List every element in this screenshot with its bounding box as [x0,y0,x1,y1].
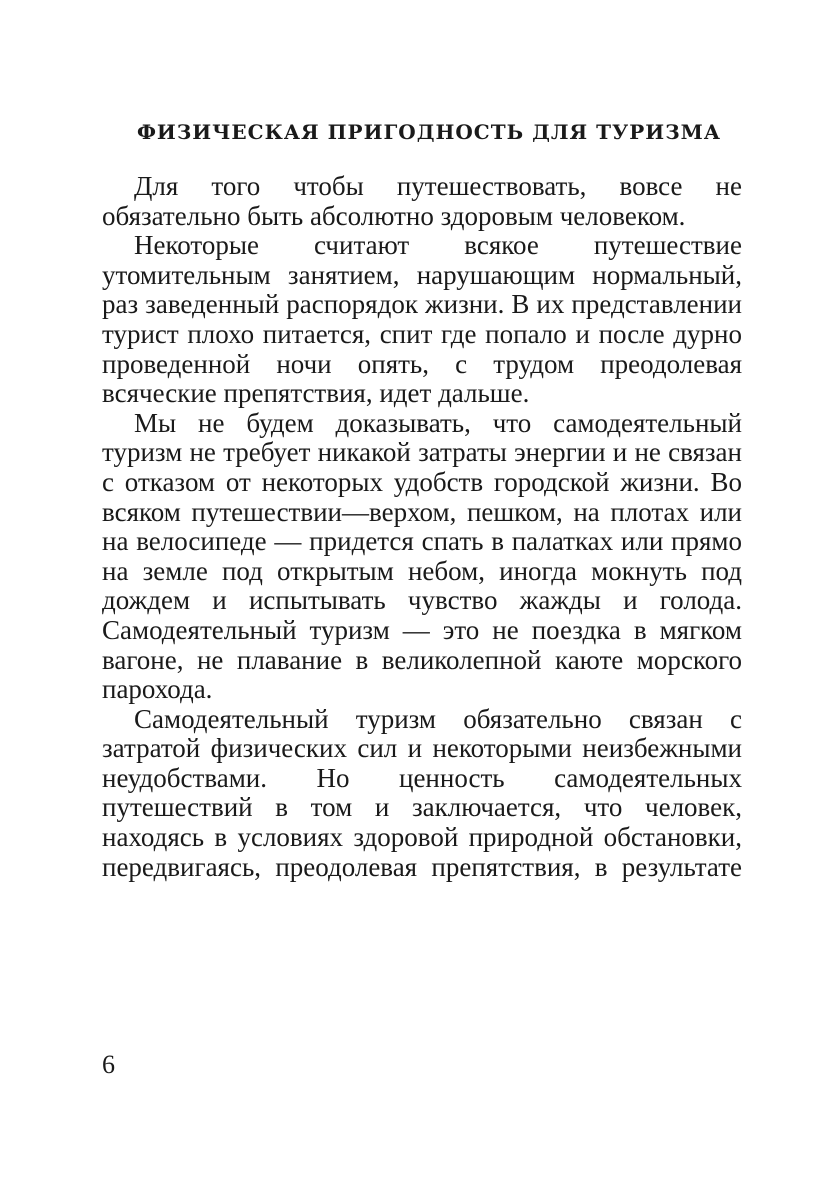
chapter-heading: ФИЗИЧЕСКАЯ ПРИГОДНОСТЬ ДЛЯ ТУРИЗМА [136,120,722,144]
paragraph-4: Самодеятельный туризм обязательно связан с затратой физических сил и некоторыми неизбежными неудобствами. Но ценность самодеятельных путешествий в том и заключается, что человек, находясь в условиях здоровой природной обстановки, передвигаясь, преодолевая препятствия, в результате [102,703,742,882]
page-content [102,120,742,882]
paragraph-1: Для того чтобы путешествовать, вовсе не обязательно быть абсолютно здоровым человеком. [102,171,742,231]
paragraph-3: Мы не будем доказывать, что самодеятельный туризм не требует никакой затраты энергии и не связан с отказом от некоторых удобств городской жизни. Во всяком путешествии—верхом, пешком, на плотах или на велосипеде — придется спать в палатках или прямо на земле под открытым небом, иногда мокнуть под дождем и испытывать чувство жажды и голода. Самодеятельный туризм — это не поездка в мягком вагоне, не плавание в великолепной каюте морского парохода. [102,407,742,705]
body-text [102,172,742,882]
paragraph-2: Некоторые считают всякое путешествие утомительным занятием, нарушающим нормальный, раз заведенный распорядок жизни. В их представлении турист плохо питается, спит где попало и после дурно проведенной ночи опять, с трудом преодолевая всяческие препятствия, идет дальше. [102,230,742,409]
page-number: 6 [102,1050,115,1079]
